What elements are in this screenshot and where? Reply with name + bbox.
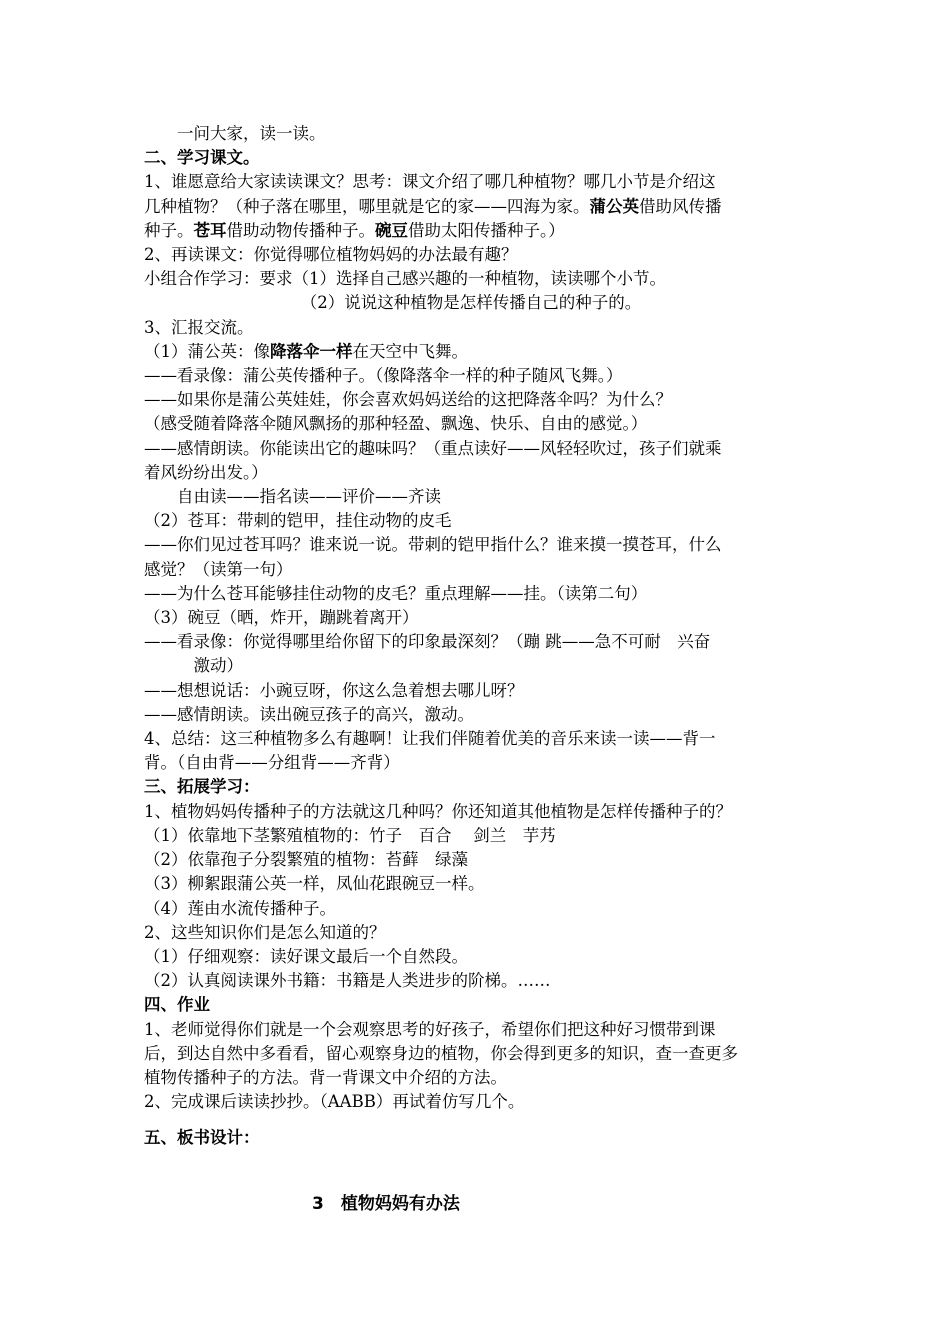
text-line (144, 1018, 824, 1042)
text-line (144, 267, 824, 291)
lesson-plan-body (144, 122, 824, 1151)
spacer (144, 1114, 824, 1126)
emphasis-text: 苍耳 (193, 220, 227, 240)
text-line (144, 243, 824, 267)
text-line (144, 800, 824, 824)
text-line (144, 1090, 824, 1114)
text-segment: 三、拓展学习： (144, 777, 260, 797)
emphasis-text: 降落伞一样 (270, 341, 353, 361)
text-line (144, 679, 824, 703)
text-segment: 4、总结：这三种植物多么有趣啊！让我们伴随着优美的音乐来读一读——背一 (144, 729, 716, 749)
text-segment: 3、汇报交流。 (144, 317, 254, 337)
text-segment: 一问大家，读一读。 (144, 124, 326, 143)
text-line (144, 316, 824, 340)
text-segment: 感觉？（读第一句） (144, 559, 293, 579)
text-line (144, 388, 824, 412)
section-heading (144, 146, 824, 170)
section-heading (144, 993, 824, 1017)
text-segment: 1、老师觉得你们就是一个会观察思考的好孩子，希望你们把这种好习惯带到课 (144, 1019, 716, 1039)
text-line (144, 727, 824, 751)
text-segment: （3）柳絮跟蒲公英一样，凤仙花跟碗豆一样。 (144, 874, 485, 894)
text-segment: ——你们见过苍耳吗？谁来说一说。带刺的铠甲指什么？谁来摸一摸苍耳，什么 (144, 535, 722, 555)
text-line (144, 340, 824, 364)
text-segment: 植物传播种子的方法。背一背课文中介绍的方法。 (144, 1067, 507, 1087)
text-line (144, 945, 824, 969)
text-segment: 在天空中飞舞。 (352, 341, 468, 361)
text-segment: ——看录像：蒲公英传播种子。（像降落伞一样的种子随风飞舞。） (144, 366, 623, 386)
text-line (144, 630, 824, 654)
text-line (144, 558, 824, 582)
text-line (144, 751, 824, 775)
text-segment: ——感情朗读。你能读出它的趣味吗？（重点读好——风轻轻吹过，孩子们就乘 (144, 438, 722, 458)
text-segment: （2）说说这种植物是怎样传播自己的种子的。 (144, 293, 642, 313)
text-line (144, 291, 824, 315)
emphasis-text: 蒲公英 (589, 196, 639, 216)
text-line (144, 195, 824, 219)
text-segment: （4）莲由水流传播种子。 (144, 898, 336, 918)
text-line (144, 461, 824, 485)
section-heading (144, 775, 824, 799)
text-line (144, 582, 824, 606)
text-segment: 自由读——指名读——评价——齐读 (144, 487, 441, 507)
text-line (144, 364, 824, 388)
text-line (144, 485, 824, 509)
text-segment: 后，到达自然中多看看，留心观察身边的植物，你会得到更多的知识，查一查更多 (144, 1043, 738, 1063)
text-segment: 1、植物妈妈传播种子的方法就这几种吗？你还知道其他植物是怎样传播种子的？ (144, 801, 732, 821)
text-segment: 借助太阳传播种子。） (408, 220, 565, 240)
text-segment: ——想想说话：小豌豆呀，你这么急着想去哪儿呀？ (144, 680, 524, 700)
text-segment: 借助风传播 (639, 196, 722, 216)
text-line (144, 969, 824, 993)
text-segment: （2）认真阅读课外书籍：书籍是人类进步的阶梯。…… (144, 971, 551, 991)
text-line (144, 412, 824, 436)
text-segment: 着风纷纷出发。） (144, 462, 268, 482)
text-line (144, 122, 824, 146)
text-segment: 借助动物传播种子。 (226, 220, 375, 240)
text-segment: （1）蒲公英：像 (144, 341, 270, 361)
text-line (144, 437, 824, 461)
text-line (144, 1042, 824, 1066)
text-segment: 小组合作学习：要求（1）选择自己感兴趣的一种植物，读读哪个小节。 (144, 269, 666, 289)
text-segment: （2）依靠孢子分裂繁殖的植物：苔藓 绿藻 (144, 850, 468, 870)
text-segment: （感受随着降落伞随风飘扬的那种轻盈、飘逸、快乐、自由的感觉。） (144, 414, 648, 434)
text-segment: 二、学习课文。 (144, 148, 260, 168)
text-segment: （2）苍耳：带刺的铠甲，挂住动物的皮毛 (144, 511, 452, 531)
text-segment: （3）碗豆（晒，炸开，蹦跳着离开） (144, 608, 419, 628)
text-segment: ——为什么苍耳能够挂住动物的皮毛？重点理解——挂。（读第二句） (144, 583, 648, 603)
text-segment: 2、这些知识你们是怎么知道的？ (144, 922, 386, 942)
text-segment: 背。（自由背——分组背——齐背） (144, 753, 400, 773)
text-segment: 五、板书设计： (144, 1128, 260, 1148)
text-segment: 激动） (144, 656, 243, 676)
text-segment: 种子。 (144, 220, 194, 240)
text-line (144, 848, 824, 872)
text-segment: 四、作业 (144, 995, 210, 1015)
text-segment: 2、完成课后读读抄抄。（AABB）再试着仿写几个。 (144, 1092, 525, 1112)
text-line (144, 824, 824, 848)
text-line (144, 509, 824, 533)
blackboard-title: 3 植物妈妈有办法 (312, 1194, 460, 1214)
text-segment: ——感情朗读。读出碗豆孩子的高兴，激动。 (144, 704, 474, 724)
text-segment: （1）仔细观察：读好课文最后一个自然段。 (144, 946, 468, 966)
text-line (144, 703, 824, 727)
text-line (144, 170, 824, 194)
text-segment: ——如果你是蒲公英娃娃，你会喜欢妈妈送给的这把降落伞吗？为什么？ (144, 390, 672, 410)
text-line (144, 921, 824, 945)
text-line (144, 533, 824, 557)
text-segment: 2、再读课文：你觉得哪位植物妈妈的办法最有趣？ (144, 245, 518, 265)
text-line (144, 872, 824, 896)
text-line (144, 606, 824, 630)
section-heading (144, 1126, 824, 1150)
text-line (144, 654, 824, 678)
text-segment: 1、谁愿意给大家读读课文？思考：课文介绍了哪几种植物？哪几小节是介绍这 (144, 172, 716, 192)
emphasis-text: 碗豆 (375, 220, 408, 240)
text-line (144, 897, 824, 921)
text-segment: （1）依靠地下茎繁殖植物的：竹子 百合 剑兰 芋艿 (144, 825, 556, 845)
text-segment: 几种植物？（种子落在哪里，哪里就是它的家——四海为家。 (144, 196, 590, 216)
text-segment: ——看录像：你觉得哪里给你留下的印象最深刻？（蹦 跳——急不可耐 兴奋 (144, 632, 711, 652)
text-line (144, 219, 824, 243)
text-line (144, 1066, 824, 1090)
